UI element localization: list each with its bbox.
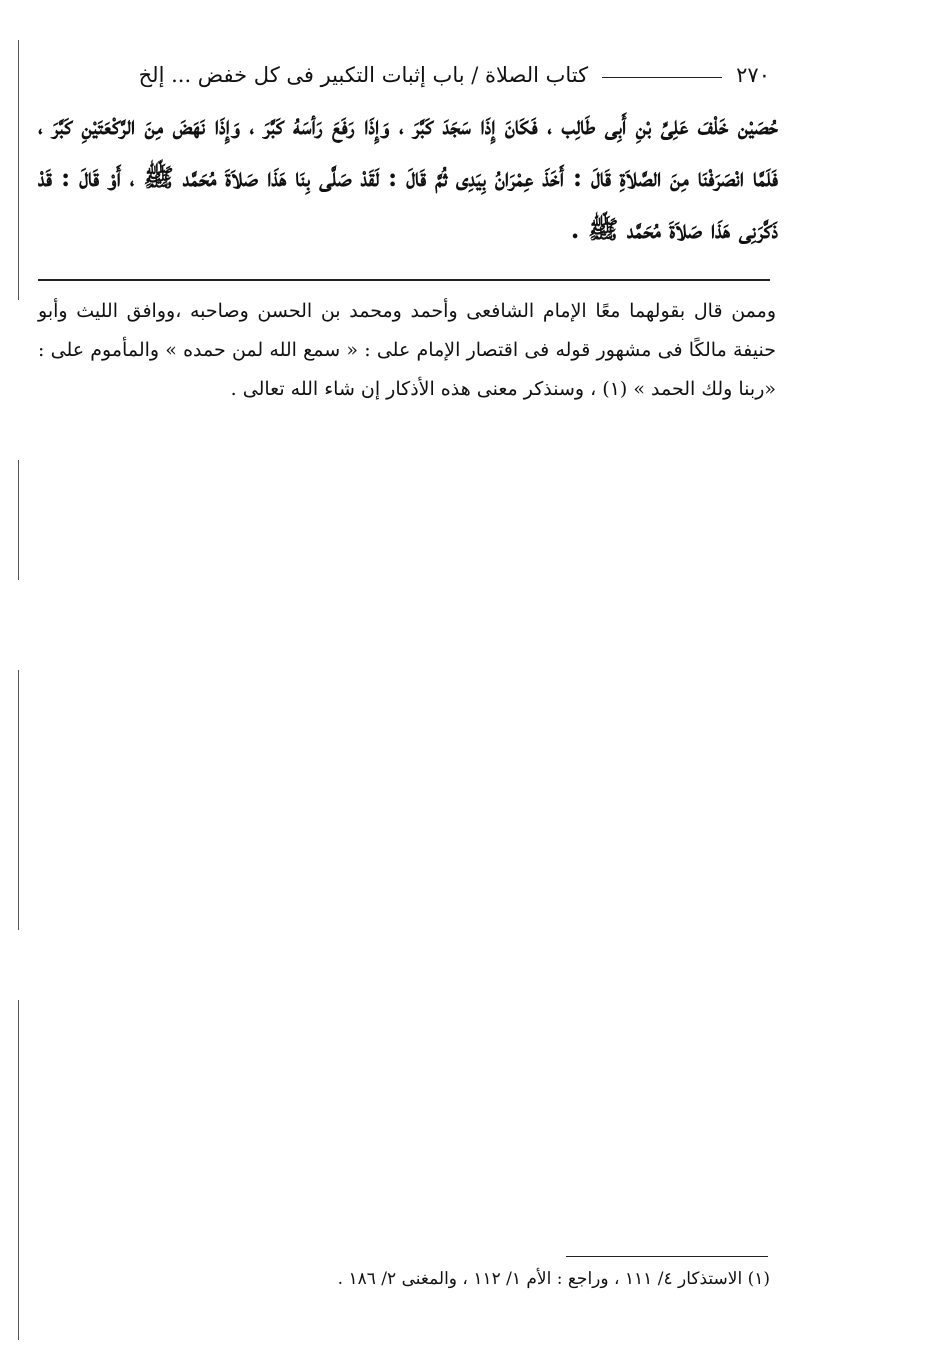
scan-edge-mark xyxy=(18,460,19,580)
commentary-text: وممن قال بقولهما معًا الإمام الشافعى وأحمد ومحمد بن الحسن وصاحبه ،ووافق الليث وأبو حنيفة مالكًا فى مشهور قوله فى اقتصار الإمام على : « سمع الله لمن حمده » والمأموم على : «ربنا ولك الحمد » (١) ، وسنذكر معنى هذه الأذكار إن شاء الله تعالى . xyxy=(38,300,776,400)
footnote: (١) الاستذكار ٤/ ١١١ ، وراجع : الأم ١/ ١١٢ ، والمغنى ٢/ ١٨٦ . xyxy=(337,1269,770,1289)
header-rule xyxy=(602,77,722,78)
footnote-divider xyxy=(566,1256,768,1257)
hadith-text: حُصَيْن خَلْفَ عَلِىِّ بْنِ أَبِى طَالِب ، فَكَانَ إِذَا سَجَدَ كَبَّرَ ، وَإِذَا رَفَعَ رَأسَهُ كَبَّرَ ، وَإِذَا نَهَضَ مِنَ الرَّكْعَتَيْنِ كَبَّرَ ، فَلَمَّا انْصَرَفْنَا مِنَ الصَّلاَةِ قَالَ : أَخَذَ عِمْرَانُ بِيَدِى ثُمَّ قَالَ : لَقَدْ صَلَّى بِنَا هَذَا صَلاَةَ مُحَمَّد ﷺ ، أَوْ قَالَ : قَدْ ذَكَّرَنِى هَذَا صَلاَةَ مُحَمَّد ﷺ . xyxy=(38,111,778,244)
running-header xyxy=(38,58,770,92)
scan-edge-mark xyxy=(18,40,19,300)
running-title: كتاب الصلاة / باب إثبات التكبير فى كل خفض ... إلخ xyxy=(138,63,589,87)
section-divider xyxy=(38,279,770,281)
scan-edge-mark xyxy=(18,1000,19,1340)
scan-edge-mark xyxy=(18,670,19,930)
page-number: ٢٧٠ xyxy=(736,63,770,87)
